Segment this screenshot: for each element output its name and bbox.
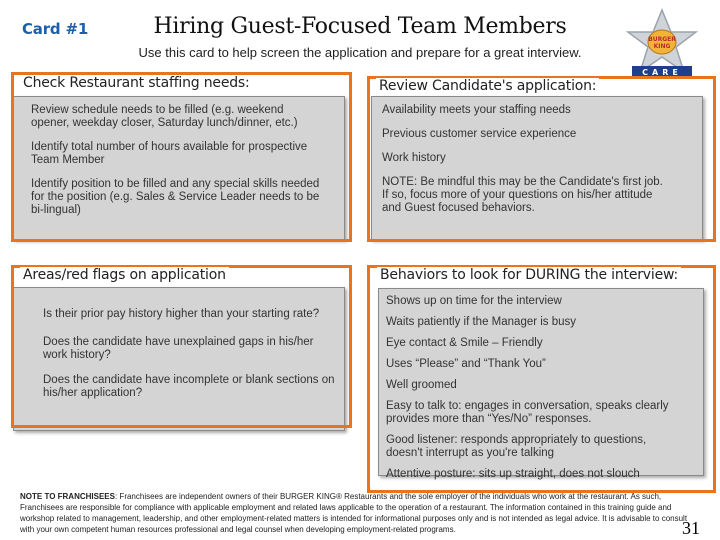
list-item: Does the candidate have unexplained gaps in his/her work history? xyxy=(43,336,314,361)
page-subtitle: Use this card to help screen the application and prepare for a great interview. xyxy=(138,45,582,60)
page-number: 31 xyxy=(682,518,700,538)
list-item: Shows up on time for the interview xyxy=(386,295,562,307)
red-flags-list xyxy=(43,308,338,411)
logo-text-bottom: KING xyxy=(653,43,671,50)
behaviors-heading: Behaviors to look for DURING the interview: xyxy=(377,267,681,283)
list-item: Well groomed xyxy=(386,379,457,391)
staffing-heading: Check Restaurant staffing needs: xyxy=(20,75,253,91)
list-item: Is their prior pay history higher than your starting rate? xyxy=(43,308,320,320)
list-item: Good listener: responds appropriately to questions, doesn't interrupt as you're talking xyxy=(386,434,647,459)
burger-king-care-star-logo xyxy=(624,8,700,80)
list-item: Identify total number of hours available for prospective Team Member xyxy=(31,141,308,166)
list-item: Review schedule needs to be filled (e.g. weekend opener, weekday closer, Saturday lunch/dinner, etc.) xyxy=(31,104,298,129)
list-item: Eye contact & Smile – Friendly xyxy=(386,337,543,349)
list-item: Work history xyxy=(382,152,446,164)
notice-label: NOTE TO FRANCHISEES xyxy=(20,492,115,501)
list-item: Uses “Please” and “Thank You” xyxy=(386,358,546,370)
page-title: Hiring Guest-Focused Team Members xyxy=(153,14,567,39)
list-item: Previous customer service experience xyxy=(382,128,577,140)
card-label: Card #1 xyxy=(22,20,89,38)
application-heading: Review Candidate's application: xyxy=(376,78,599,94)
list-item: Attentive posture: sits up straight, does not slouch xyxy=(386,468,640,480)
staffing-list xyxy=(31,104,323,228)
logo-banner: CARE xyxy=(642,68,682,77)
list-item: Identify position to be filled and any special skills needed for the position (e.g. Sales & Service Leader needs to be bi-lingual) xyxy=(31,178,320,216)
list-item: Does the candidate have incomplete or blank sections on his/her application? xyxy=(43,374,335,399)
list-item: Easy to talk to: engages in conversation, speaks clearly provides more than “Yes/No” responses. xyxy=(386,400,669,425)
logo-text-top: BURGER xyxy=(648,36,676,43)
notice-text: : Franchisees are independent owners of their BURGER KING® Restaurants and the sole employer of the individuals who work at the restaurant. As such, Franchisees are responsible for compliance with applicable employment and related laws applicable to the operation of a restaurant. The information contained in this training guide and workshop related to management, leadership, and other employment-related matters is intended for informational purposes only and is not intended as legal advice. It is advisable to consult with your own competent human resources professional and legal counsel when developing employment-related programs. xyxy=(20,492,688,534)
red-flags-heading: Areas/red flags on application xyxy=(20,267,229,283)
list-item: Availability meets your staffing needs xyxy=(382,104,571,116)
franchisee-notice xyxy=(20,491,688,535)
list-item: NOTE: Be mindful this may be the Candidate's first job. If so, focus more of your questions on his/her attitude and Guest focused behaviors. xyxy=(382,176,663,214)
application-list xyxy=(382,104,672,226)
list-item: Waits patiently if the Manager is busy xyxy=(386,316,577,328)
behaviors-list xyxy=(386,295,686,489)
